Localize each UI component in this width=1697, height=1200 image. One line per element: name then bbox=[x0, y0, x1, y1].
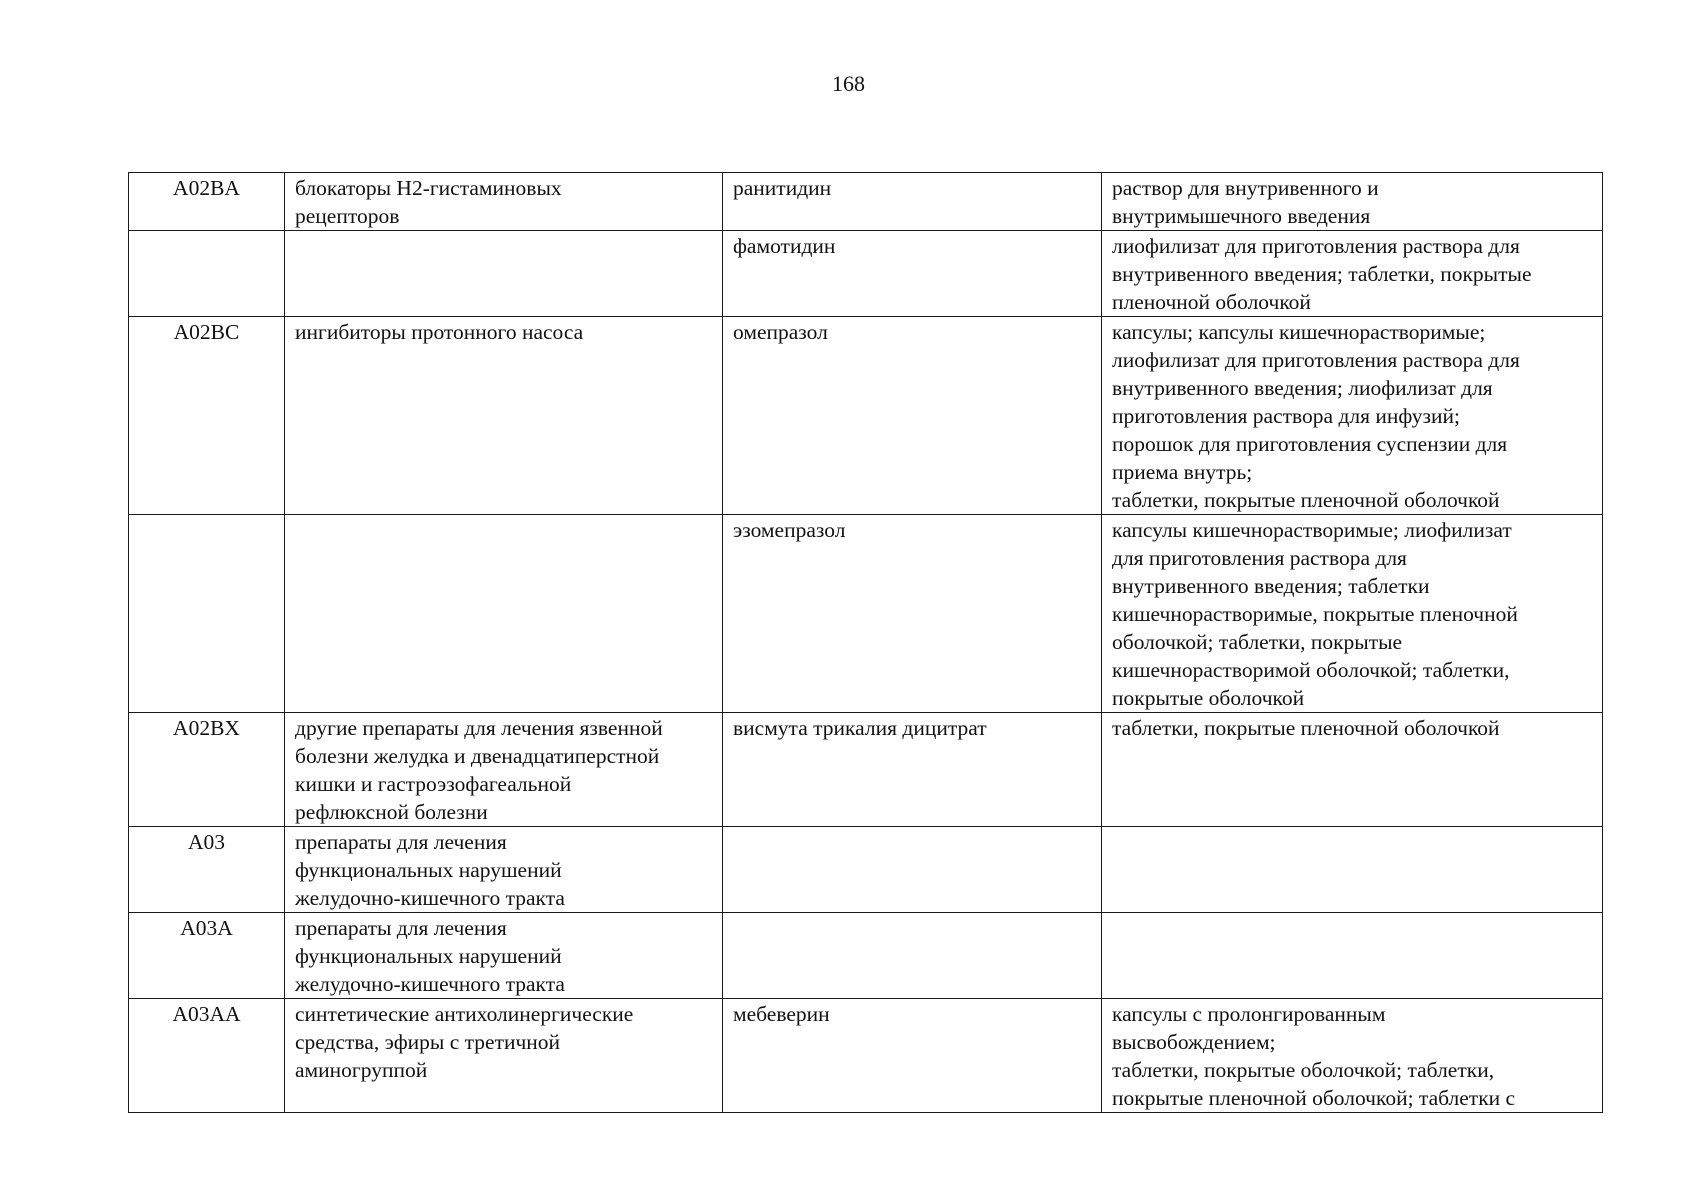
atc-code-cell: A03AA bbox=[129, 999, 285, 1113]
group-cell bbox=[285, 231, 723, 317]
form-cell: таблетки, покрытые пленочной оболочкой bbox=[1102, 713, 1603, 827]
form-cell: капсулы кишечнорастворимые; лиофилизат для приготовления раствора для внутривенного введения; таблетки кишечнорастворимые, покрытые пленочной оболочкой; таблетки, покрытые кишечнорастворимой оболочкой; таблетки, покрытые оболочкой bbox=[1102, 515, 1603, 713]
drug-cell: эзомепразол bbox=[723, 515, 1102, 713]
drug-cell: омепразол bbox=[723, 317, 1102, 515]
table-row bbox=[129, 317, 1603, 515]
atc-code-cell: A03A bbox=[129, 913, 285, 999]
form-cell: капсулы; капсулы кишечнорастворимые; лиофилизат для приготовления раствора для внутривенного введения; лиофилизат для приготовления раствора для инфузий; порошок для приготовления суспензии для приема внутрь; таблетки, покрытые пленочной оболочкой bbox=[1102, 317, 1603, 515]
atc-code-cell: A02BA bbox=[129, 173, 285, 231]
atc-code-cell: A02BC bbox=[129, 317, 285, 515]
drug-cell bbox=[723, 913, 1102, 999]
drug-cell bbox=[723, 827, 1102, 913]
table-row bbox=[129, 827, 1603, 913]
group-cell: препараты для лечения функциональных нарушений желудочно-кишечного тракта bbox=[285, 827, 723, 913]
table-row bbox=[129, 713, 1603, 827]
group-cell: другие препараты для лечения язвенной болезни желудка и двенадцатиперстной кишки и гастроэзофагеальной рефлюксной болезни bbox=[285, 713, 723, 827]
group-cell: синтетические антихолинергические средства, эфиры с третичной аминогруппой bbox=[285, 999, 723, 1113]
group-cell bbox=[285, 515, 723, 713]
drug-table bbox=[128, 172, 1603, 1113]
table-row bbox=[129, 999, 1603, 1113]
group-cell: блокаторы H2-гистаминовых рецепторов bbox=[285, 173, 723, 231]
page-number: 168 bbox=[832, 71, 865, 96]
group-cell: ингибиторы протонного насоса bbox=[285, 317, 723, 515]
form-cell: раствор для внутривенного и внутримышечного введения bbox=[1102, 173, 1603, 231]
form-cell: капсулы с пролонгированным высвобождением; таблетки, покрытые оболочкой; таблетки, покрытые пленочной оболочкой; таблетки с bbox=[1102, 999, 1603, 1113]
table-row bbox=[129, 913, 1603, 999]
table-row bbox=[129, 231, 1603, 317]
drug-cell: висмута трикалия дицитрат bbox=[723, 713, 1102, 827]
drug-cell: фамотидин bbox=[723, 231, 1102, 317]
atc-code-cell: A03 bbox=[129, 827, 285, 913]
table-row bbox=[129, 173, 1603, 231]
drug-cell: мебеверин bbox=[723, 999, 1102, 1113]
atc-code-cell bbox=[129, 231, 285, 317]
atc-code-cell: A02BX bbox=[129, 713, 285, 827]
atc-code-cell bbox=[129, 515, 285, 713]
drug-cell: ранитидин bbox=[723, 173, 1102, 231]
form-cell bbox=[1102, 827, 1603, 913]
group-cell: препараты для лечения функциональных нарушений желудочно-кишечного тракта bbox=[285, 913, 723, 999]
table-row bbox=[129, 515, 1603, 713]
form-cell bbox=[1102, 913, 1603, 999]
form-cell: лиофилизат для приготовления раствора для внутривенного введения; таблетки, покрытые пленочной оболочкой bbox=[1102, 231, 1603, 317]
